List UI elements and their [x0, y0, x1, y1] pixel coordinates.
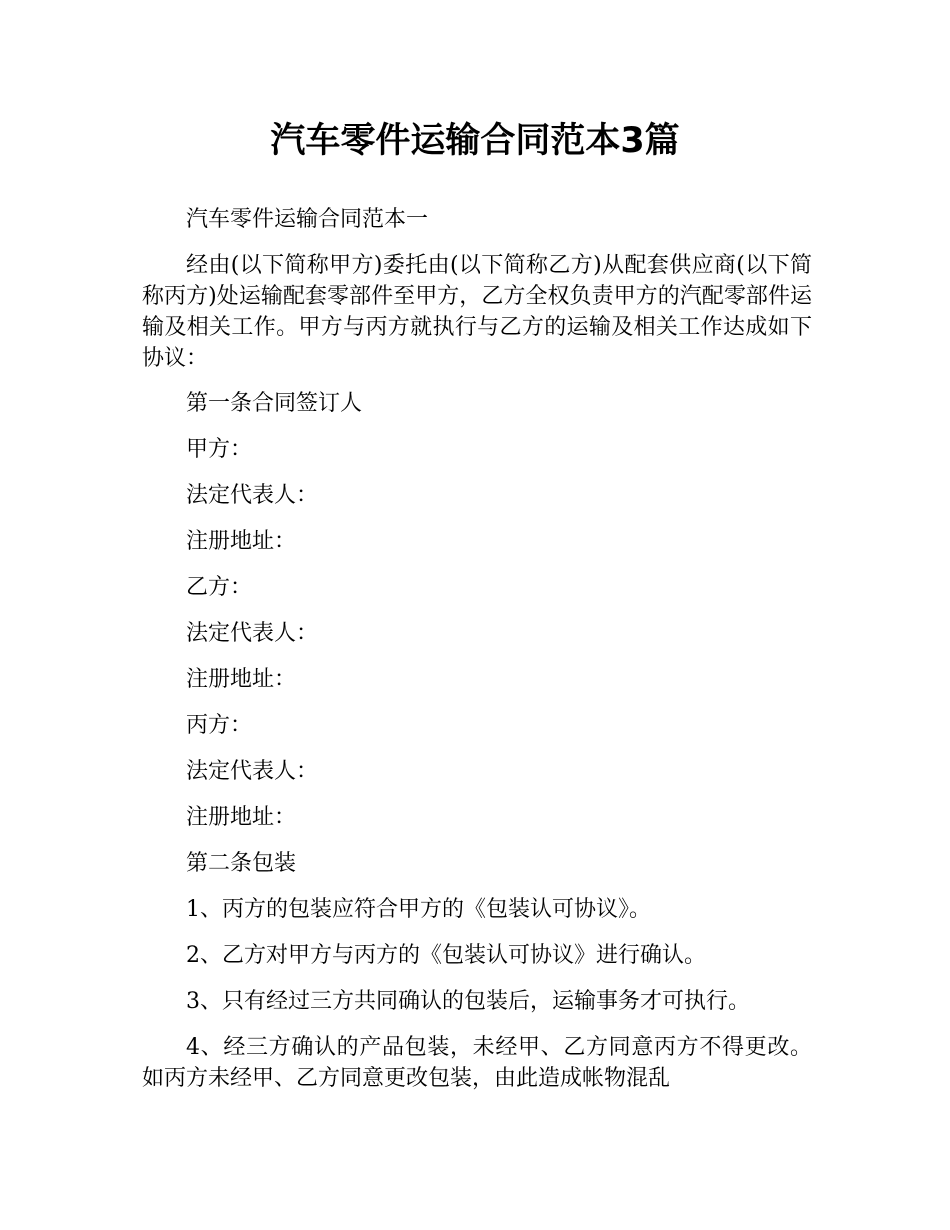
- intro-paragraph: 经由(以下简称甲方)委托由(以下简称乙方)从配套供应商(以下简称丙方)处运输配套零部件至甲方，乙方全权负责甲方的汽配零部件运输及相关工作。甲方与丙方就执行与乙方的运输及相关工作达成如下协议：: [142, 253, 812, 371]
- party-b-representative: 法定代表人：: [186, 621, 319, 646]
- party-c-line: 丙方：: [186, 713, 253, 738]
- clause-item: 2、乙方对甲方与丙方的《包装认可协议》进行确认。: [186, 943, 706, 968]
- clause-heading: 第一条合同签订人: [186, 391, 363, 416]
- clause-item: 4、经三方确认的产品包装，未经甲、乙方同意丙方不得更改。如丙方未经甲、乙方同意更改包装，由此造成帐物混乱: [142, 1035, 812, 1091]
- document-body: [142, 204, 812, 1108]
- clause-item: 1、丙方的包装应符合甲方的《包装认可协议》。: [186, 897, 651, 922]
- section-heading: 汽车零件运输合同范本一: [186, 207, 429, 232]
- party-a-address: 注册地址：: [186, 529, 297, 554]
- party-a-representative: 法定代表人：: [186, 483, 319, 508]
- party-b-line: 乙方：: [186, 575, 253, 600]
- document-title: 汽车零件运输合同范本3篇: [270, 121, 680, 161]
- clause-heading: 第二条包装: [186, 851, 297, 876]
- party-b-address: 注册地址：: [186, 667, 297, 692]
- party-c-representative: 法定代表人：: [186, 759, 319, 784]
- clause-item: 3、只有经过三方共同确认的包装后，运输事务才可执行。: [186, 989, 750, 1014]
- party-a-line: 甲方：: [186, 437, 253, 462]
- party-c-address: 注册地址：: [186, 805, 297, 830]
